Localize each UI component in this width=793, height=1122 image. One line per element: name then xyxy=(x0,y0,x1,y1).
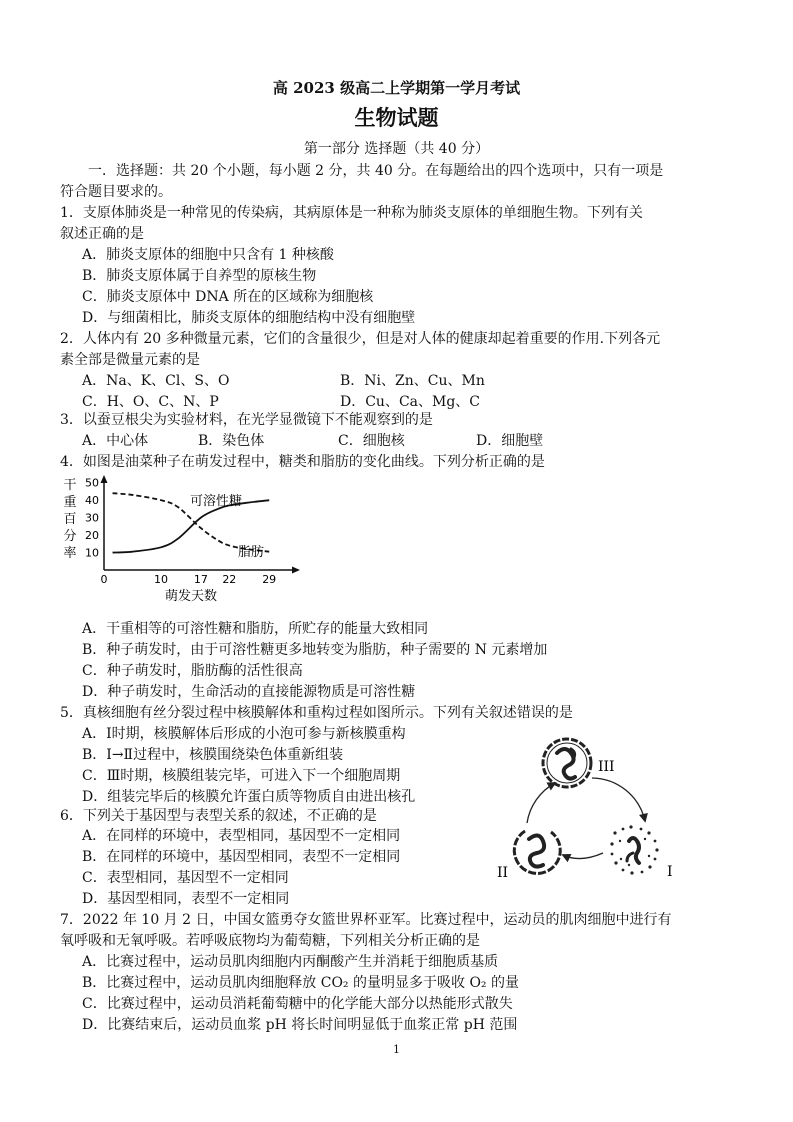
q5-option-b: B．Ⅰ→Ⅱ过程中，核膜围绕染色体重新组装 xyxy=(82,747,344,763)
series-label-soluble-sugar: 可溶性糖 xyxy=(190,494,243,509)
stage-ii-nucleus xyxy=(514,831,560,873)
q2-option-c: C．H、O、C、N、P xyxy=(82,394,219,410)
q6-option-c: C．表型相同，基因型不一定相同 xyxy=(82,870,289,886)
y-axis-arrow xyxy=(101,475,108,483)
part-title: 第一部分 选择题（共 40 分） xyxy=(303,141,490,157)
y-tick-label: 40 xyxy=(85,494,99,508)
q3-option-b: B．染色体 xyxy=(198,433,265,449)
q1-option-b: B．肺炎支原体属于自养型的原核生物 xyxy=(82,268,317,284)
stage-i-nucleus xyxy=(610,825,658,874)
x-axis-arrow xyxy=(292,567,300,574)
stage-iii-nucleus xyxy=(543,739,591,787)
q1-option-a: A．肺炎支原体的细胞中只含有 1 种核酸 xyxy=(82,247,334,263)
x-tick-label: 29 xyxy=(262,573,277,586)
q7-stem-line1: 7．2022 年 10 月 2 日，中国女篮勇夺女篮世界杯亚军。比赛过程中，运动员的肌肉细胞中进行有 xyxy=(60,912,672,928)
q2-option-d: D．Cu、Ca、Mg、C xyxy=(340,394,481,410)
q3-option-d: D．细胞壁 xyxy=(476,433,544,449)
q7-option-a: A．比赛过程中，运动员肌肉细胞内丙酮酸产生并消耗于细胞质基质 xyxy=(82,954,499,970)
q2-stem-line2: 素全部是微量元素的是 xyxy=(60,352,200,368)
x-tick-label: 17 xyxy=(193,573,208,586)
q2-stem-line1: 2．人体内有 20 多种微量元素，它们的含量很少，但是对人体的健康却起着重要的作用.下列各元 xyxy=(60,331,661,347)
q3-option-c: C．细胞核 xyxy=(338,433,405,449)
q1-stem-line1: 1．支原体肺炎是一种常见的传染病，其病原体是一种称为肺炎支原体的单细胞生物。下列有关 xyxy=(60,205,643,221)
x-axis-label: 萌发天数 xyxy=(165,589,218,604)
instructions-line1: 一．选择题：共 20 个小题，每小题 2 分，共 40 分。在每题给出的四个选项中，只有一项是 xyxy=(88,163,664,179)
cycle-arrow-ii-to-iii xyxy=(527,783,555,823)
stage-iii-label: III xyxy=(598,759,615,775)
q7-option-b: B．比赛过程中，运动员肌肉细胞释放 CO₂ 的量明显多于吸收 O₂ 的量 xyxy=(82,975,519,991)
q1-option-c: C．肺炎支原体中 DNA 所在的区域称为细胞核 xyxy=(82,289,374,305)
y-tick-label: 20 xyxy=(85,529,99,543)
q5-stem: 5．真核细胞有丝分裂过程中核膜解体和重构过程如图所示。下列有关叙述错误的是 xyxy=(60,705,573,721)
q2-option-b: B．Ni、Zn、Cu、Mn xyxy=(340,373,485,389)
y-tick-label: 10 xyxy=(85,546,99,560)
seed-germination-chart xyxy=(60,474,305,609)
q4-option-d: D．种子萌发时，生命活动的直接能源物质是可溶性糖 xyxy=(82,684,416,700)
q7-option-d: D．比赛结束后，运动员血浆 pH 将长时间明显低于血浆正常 pH 范围 xyxy=(82,1017,518,1033)
nuclear-envelope-cycle-figure xyxy=(495,733,690,888)
stage-i-label: I xyxy=(667,864,673,880)
y-tick-label: 50 xyxy=(85,476,99,490)
q5-option-c: C．Ⅲ时期，核膜组装完毕，可进入下一个细胞周期 xyxy=(82,768,401,784)
cycle-arrow-iii-to-i xyxy=(592,778,645,821)
y-tick-label: 30 xyxy=(85,511,99,525)
y-axis-label: 干重百分率 xyxy=(63,478,77,561)
x-tick-label: 10 xyxy=(153,573,168,586)
q2-option-a: A．Na、K、Cl、S、O xyxy=(82,373,230,389)
stage-ii-label: II xyxy=(497,865,509,881)
q1-option-d: D．与细菌相比，肺炎支原体的细胞结构中没有细胞壁 xyxy=(82,310,416,326)
q4-option-b: B．种子萌发时，由于可溶性糖更多地转变为脂肪，种子需要的 N 元素增加 xyxy=(82,642,548,658)
cycle-arrow-i-to-ii xyxy=(563,853,603,859)
x-tick-label: 0 xyxy=(100,573,108,586)
q3-option-a: A．中心体 xyxy=(82,433,149,449)
q6-stem: 6．下列关于基因型与表型关系的叙述，不正确的是 xyxy=(60,808,377,824)
q5-option-d: D．组装完毕后的核膜允许蛋白质等物质自由进出核孔 xyxy=(82,789,416,805)
q4-stem: 4．如图是油菜种子在萌发过程中，糖类和脂肪的变化曲线。下列分析正确的是 xyxy=(60,454,545,470)
instructions-line2: 符合题目要求的。 xyxy=(60,184,172,200)
chart-axes xyxy=(101,475,301,574)
q7-stem-line2: 氧呼吸和无氧呼吸。若呼吸底物均为葡萄糖，下列相关分析正确的是 xyxy=(60,933,480,949)
x-tick-label: 22 xyxy=(222,573,237,586)
q4-option-c: C．种子萌发时，脂肪酶的活性很高 xyxy=(82,663,303,679)
q3-stem: 3．以蚕豆根尖为实验材料，在光学显微镜下不能观察到的是 xyxy=(60,412,433,428)
q6-option-b: B．在同样的环境中，基因型相同，表型不一定相同 xyxy=(82,849,401,865)
page-number: 1 xyxy=(393,1043,400,1056)
q6-option-d: D．基因型相同，表型不一定相同 xyxy=(82,891,290,907)
q4-option-a: A．干重相等的可溶性糖和脂肪，所贮存的能量大致相同 xyxy=(82,621,429,637)
q5-option-a: A．Ⅰ时期，核膜解体后形成的小泡可参与新核膜重构 xyxy=(82,726,406,742)
exam-title: 高 2023 级高二上学期第一学月考试 xyxy=(272,79,521,97)
q6-option-a: A．在同样的环境中，表型相同，基因型不一定相同 xyxy=(82,828,401,844)
series-label-fat: 脂肪 xyxy=(238,545,265,560)
subject-title: 生物试题 xyxy=(354,105,439,130)
q7-option-c: C．比赛过程中，运动员消耗葡萄糖中的化学能大部分以热能形式散失 xyxy=(82,996,513,1012)
q1-stem-line2: 叙述正确的是 xyxy=(60,226,144,242)
